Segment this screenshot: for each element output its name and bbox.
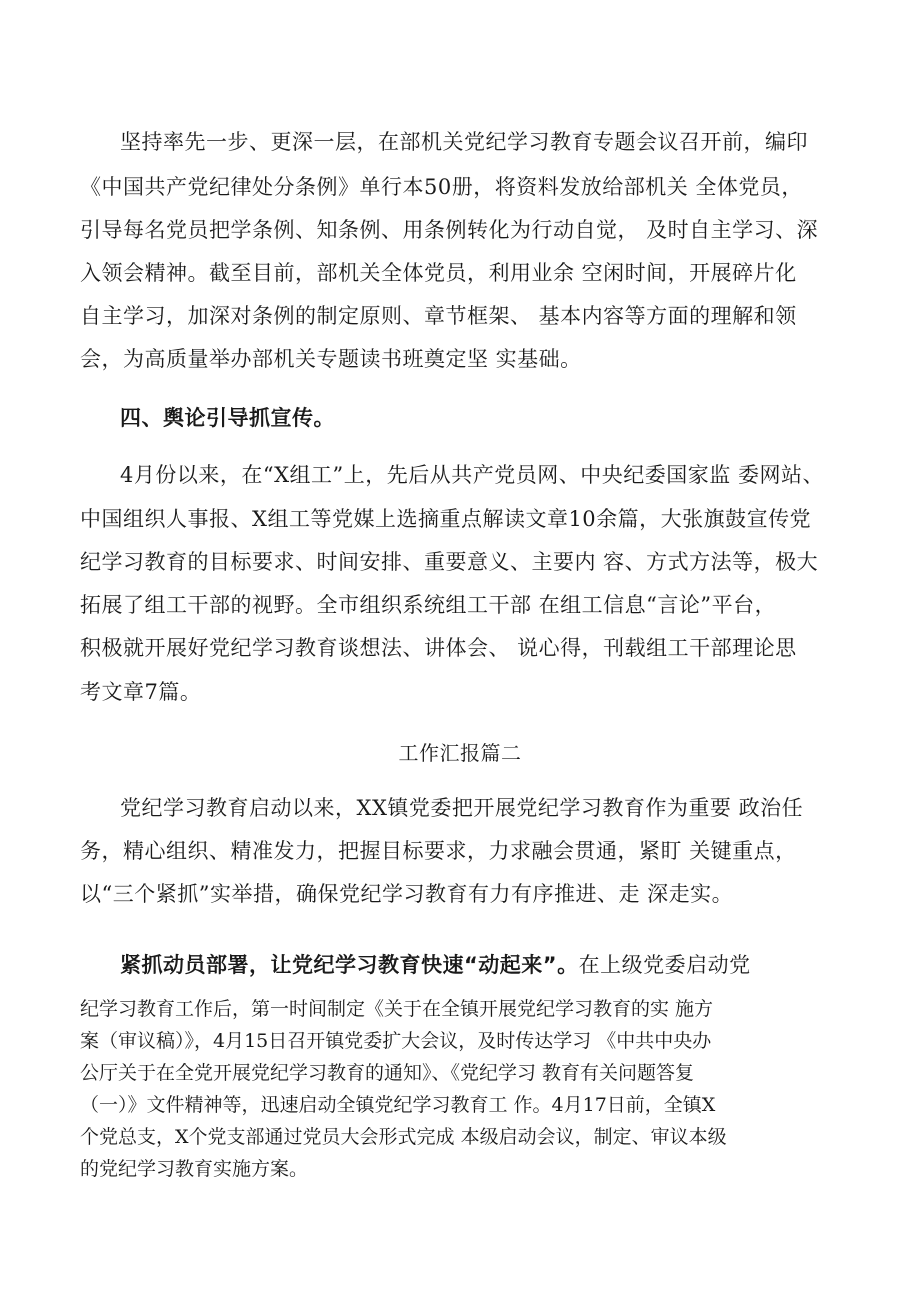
paragraph-4-line-3: 公厅关于在全党开展党纪学习教育的通知》、《党纪学习 教育有关问题答复 — [80, 1062, 695, 1084]
paragraph-3-line-2: 务，精心组织、精准发力，把握目标要求，力求融会贯通，紧盯 关键重点， — [80, 839, 797, 863]
paragraph-3-line-3: 以“三个紧抓”实举措，确保党纪学习教育有力有序推进、走 深走实。 — [80, 882, 734, 906]
paragraph-1-line-3: 引导每名党员把学条例、知条例、用条例转化为行动自觉， 及时自主学习、深 — [80, 218, 819, 242]
paragraph-2-line-1: 4月份以来，在“X组工”上，先后从共产党员网、中央纪委国家监 委网站、 — [120, 463, 824, 487]
paragraph-4-lead-bold: 紧抓动员部署，让党纪学习教育快速“动起来”。 — [120, 953, 579, 977]
paragraph-4-line-4: （一）》文件精神等，迅速启动全镇党纪学习教育工 作。4月17日前，全镇X — [80, 1094, 716, 1116]
paragraph-1-line-4: 入领会精神。截至目前，部机关全体党员，利用业余 空闲时间，开展碎片化 — [80, 261, 797, 285]
paragraph-4-line-2: 案（审议稿）》，4月15日召开镇党委扩大会议，及时传达学习 《中共中央办 — [80, 1030, 712, 1052]
report-title: 工作汇报篇二 — [398, 741, 522, 765]
paragraph-4-line-5: 个党总支，X个党支部通过党员大会形式完成 本级启动会议，制定、审议本级 — [80, 1126, 727, 1148]
paragraph-1-line-6: 会，为高质量举办部机关专题读书班奠定坚 实基础。 — [80, 347, 582, 371]
paragraph-4-line-1: 纪学习教育工作后，第一时间制定《关于在全镇开展党纪学习教育的实 施方 — [80, 998, 714, 1020]
paragraph-4-lead — [80, 950, 900, 980]
paragraph-1-line-2: 《中国共产党纪律处分条例》单行本50册，将资料发放给部机关 全体党员， — [80, 175, 803, 199]
paragraph-2-line-3: 纪学习教育的目标要求、时间安排、重要意义、主要内 容、方式方法等，极大 — [80, 550, 819, 574]
paragraph-4-line-6: 的党纪学习教育实施方案。 — [80, 1158, 309, 1180]
paragraph-2-line-2: 中国组织人事报、X组工等党媒上选摘重点解读文章10余篇，大张旗鼓宣传党 — [80, 507, 812, 531]
paragraph-4-lead-rest: 在上级党委启动党 — [578, 953, 751, 977]
section-heading: 四、舆论引导抓宣传。 — [120, 406, 335, 430]
paragraph-2-line-6: 考文章7篇。 — [80, 680, 202, 704]
paragraph-2-line-4: 拓展了组工干部的视野。全市组织系统组工干部 在组工信息“言论”平台， — [80, 593, 777, 617]
paragraph-2-line-5: 积极就开展好党纪学习教育谈想法、讲体会、 说心得，刊载组工干部理论思 — [80, 636, 797, 660]
paragraph-1-line-5: 自主学习，加深对条例的制定原则、章节框架、 基本内容等方面的理解和领 — [80, 304, 797, 328]
paragraph-1-line-1: 坚持率先一步、更深一层，在部机关党纪学习教育专题会议召开前，编印 — [120, 130, 808, 154]
paragraph-3-line-1: 党纪学习教育启动以来，XX镇党委把开展党纪学习教育作为重要 政治任 — [120, 796, 804, 820]
